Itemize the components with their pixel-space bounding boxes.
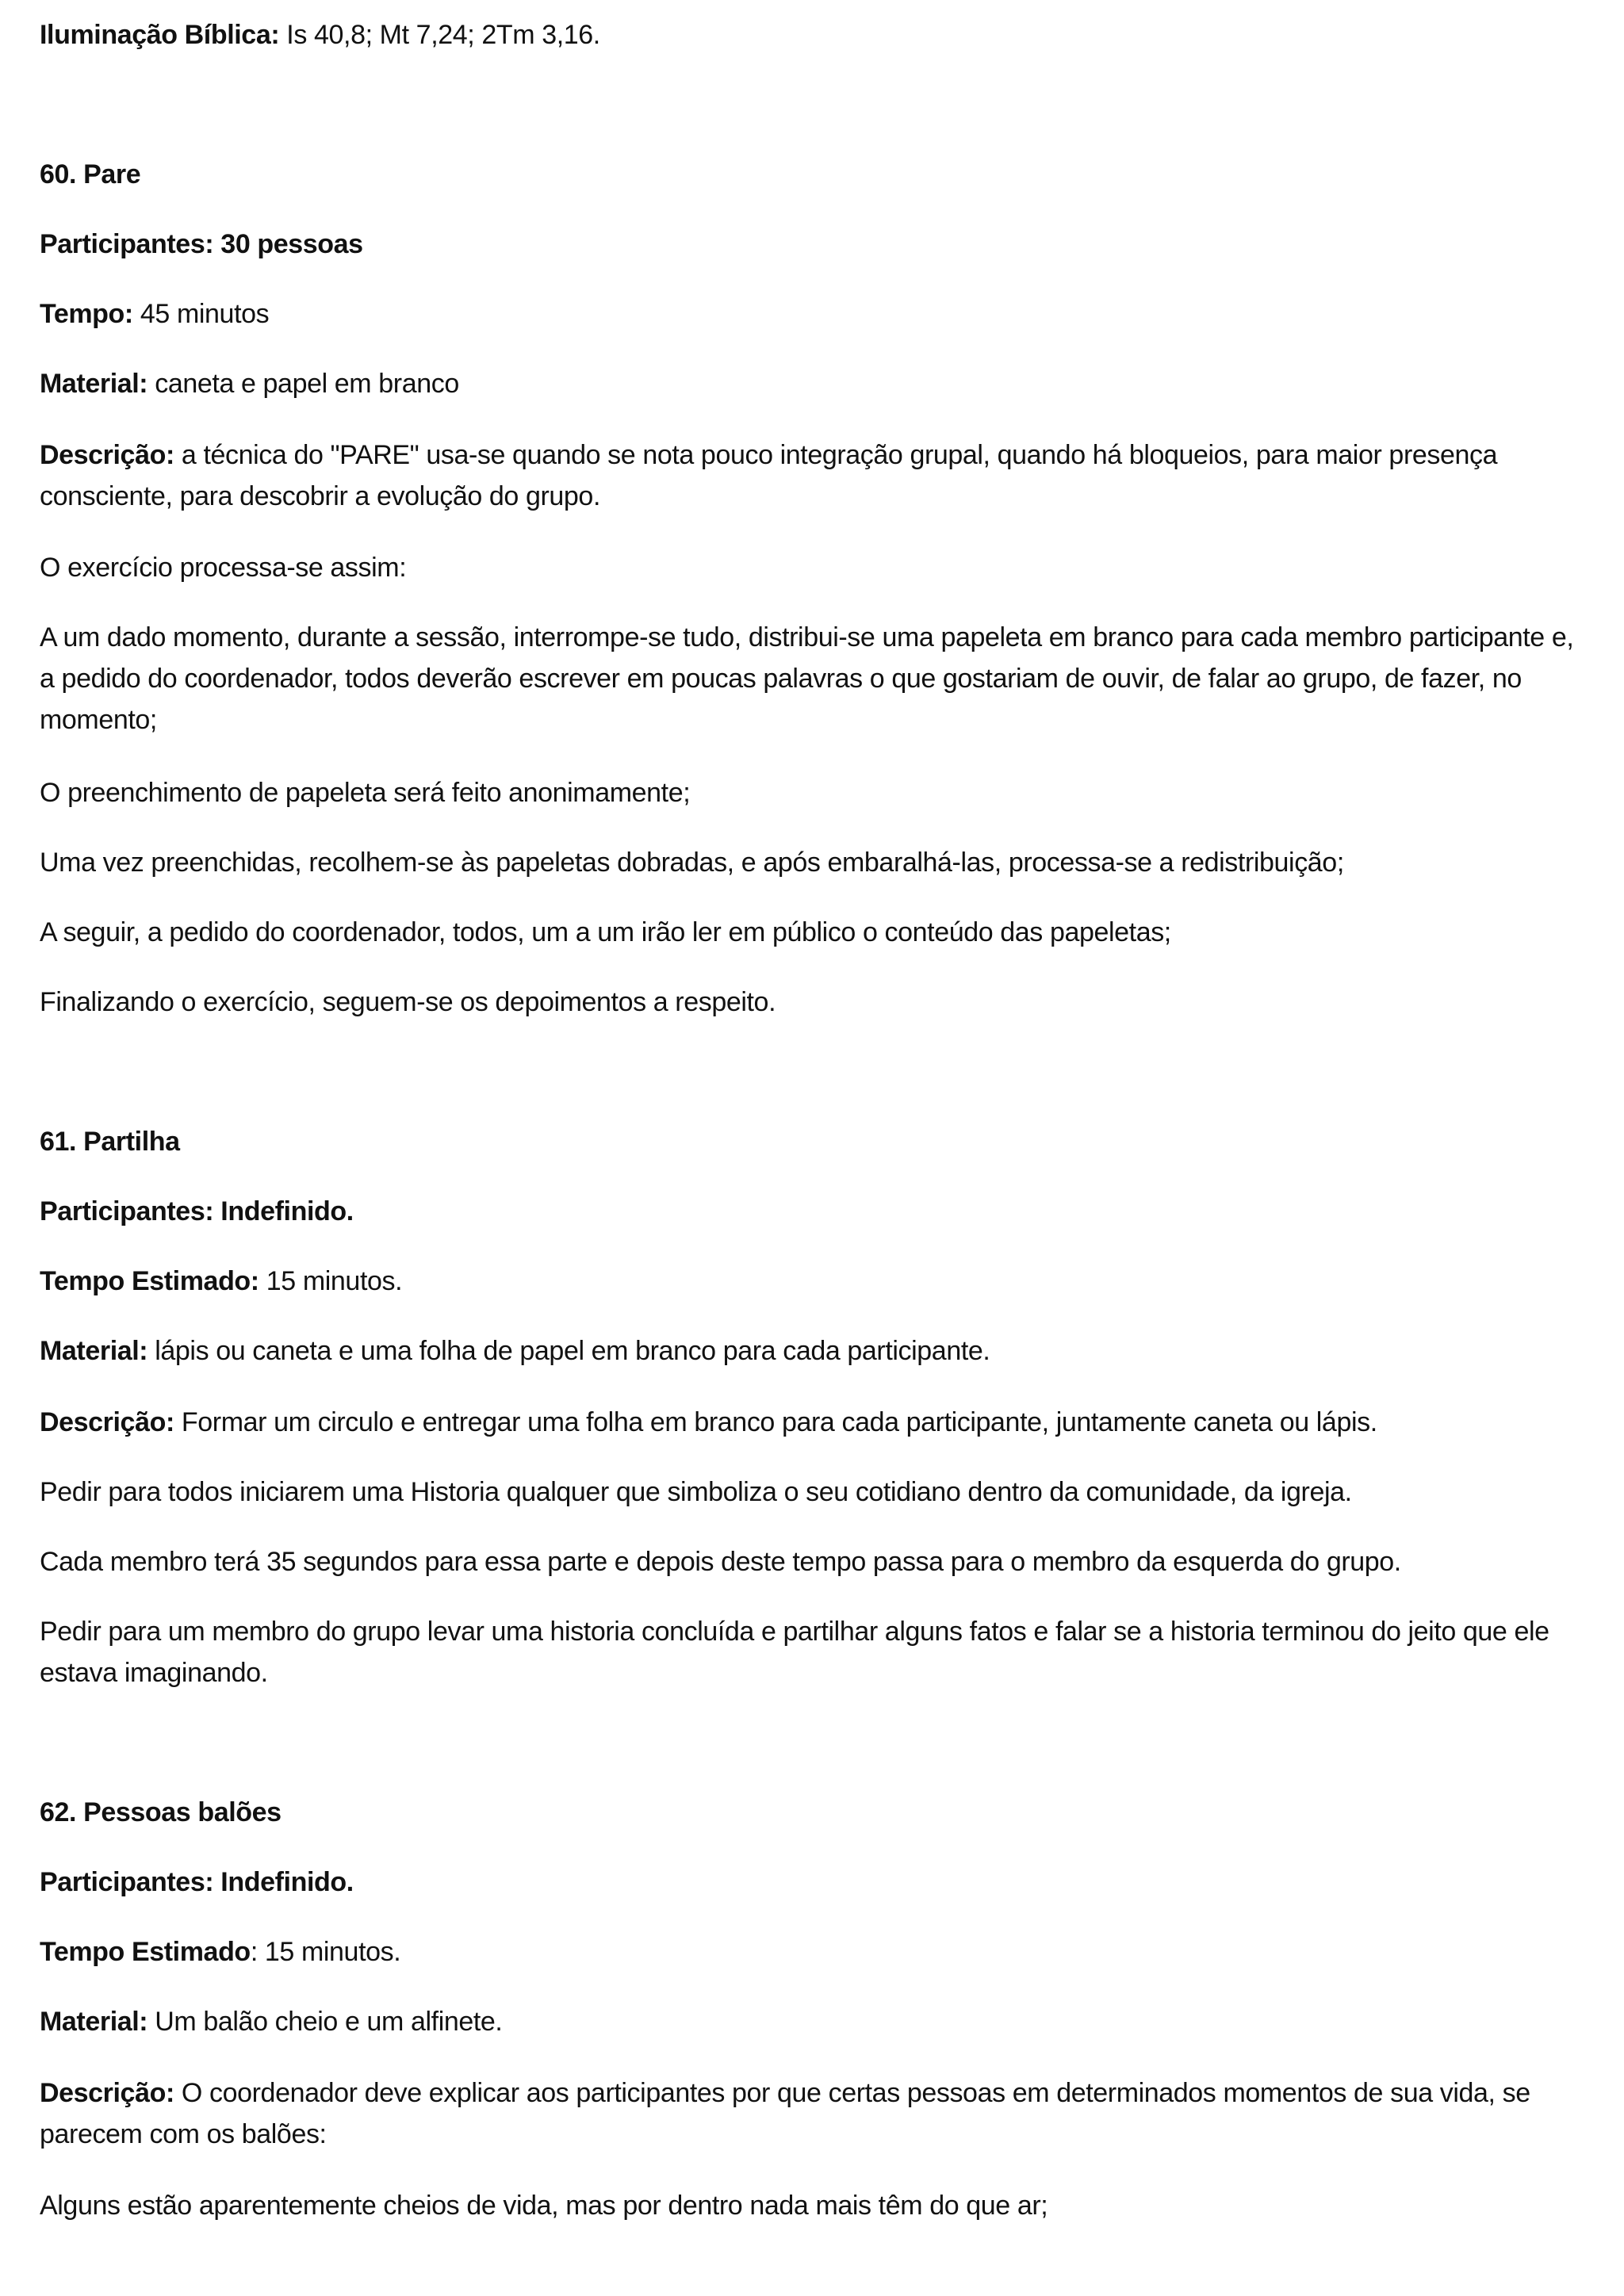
paragraph: Cada membro terá 35 segundos para essa parte e depois deste tempo passa para o membro da esquerda do grupo.	[40, 1547, 1401, 1577]
description-label: Descrição:	[40, 2078, 174, 2108]
time-value: 15 minutos.	[259, 1266, 403, 1296]
participants-value: Indefinido.	[213, 1196, 354, 1226]
description-paragraph	[40, 434, 1594, 517]
time-label: Tempo Estimado:	[40, 1266, 259, 1296]
time-line	[40, 1261, 402, 1302]
material-line	[40, 363, 459, 404]
paragraph: Pedir para todos iniciarem uma Historia qualquer que simboliza o seu cotidiano dentro da comunidade, da igreja.	[40, 1477, 1352, 1507]
description-paragraph	[40, 2072, 1594, 2155]
description-value: Formar um circulo e entregar uma folha em branco para cada participante, juntamente caneta ou lápis.	[174, 1407, 1377, 1437]
description-paragraph	[40, 1402, 1377, 1443]
description-value: a técnica do "PARE" usa-se quando se nota pouco integração grupal, quando há bloqueios, para maior presença consciente, para descobrir a evolução do grupo.	[40, 440, 1498, 511]
paragraph: Uma vez preenchidas, recolhem-se às papeletas dobradas, e após embaralhá-las, processa-se a redistribuição;	[40, 848, 1344, 878]
participants-line	[40, 224, 363, 265]
description-label: Descrição:	[40, 440, 174, 470]
material-line	[40, 1330, 990, 1372]
intro-text: Is 40,8; Mt 7,24; 2Tm 3,16.	[279, 20, 600, 50]
time-line	[40, 293, 269, 335]
participants-line	[40, 1862, 354, 1903]
section-title: 61. Partilha	[40, 1127, 180, 1157]
participants-label: Participantes:	[40, 229, 214, 259]
participants-label: Participantes:	[40, 1196, 214, 1226]
paragraph: A um dado momento, durante a sessão, interrompe-se tudo, distribui-se uma papeleta em branco para cada membro participante e, a pedido do coordenador, todos deverão escrever em poucas palavras o que gostariam de ouvir, de falar ao grupo, de fazer, no momento;	[40, 622, 1574, 735]
section-title: 62. Pessoas balões	[40, 1797, 282, 1827]
paragraph: Pedir para um membro do grupo levar uma historia concluída e partilhar alguns fatos e falar se a historia terminou do jeito que ele estava imaginando.	[40, 1617, 1549, 1688]
material-value: Um balão cheio e um alfinete.	[147, 2007, 503, 2037]
time-label: Tempo:	[40, 299, 133, 329]
time-label: Tempo Estimado	[40, 1937, 251, 1967]
paragraph: Finalizando o exercício, seguem-se os depoimentos a respeito.	[40, 987, 776, 1017]
intro-line	[40, 14, 600, 55]
paragraph: Alguns estão aparentemente cheios de vida, mas por dentro nada mais têm do que ar;	[40, 2191, 1048, 2221]
material-label: Material:	[40, 2007, 148, 2037]
material-value: caneta e papel em branco	[147, 369, 459, 399]
description-label: Descrição:	[40, 1407, 174, 1437]
material-label: Material:	[40, 369, 148, 399]
participants-label: Participantes:	[40, 1867, 214, 1897]
paragraph: O preenchimento de papeleta será feito anonimamente;	[40, 778, 691, 808]
paragraph: A seguir, a pedido do coordenador, todos, um a um irão ler em público o conteúdo das papeletas;	[40, 917, 1171, 947]
participants-value: Indefinido.	[213, 1867, 354, 1897]
participants-line	[40, 1191, 354, 1232]
time-line	[40, 1931, 400, 1973]
section-title: 60. Pare	[40, 159, 141, 189]
time-value: 45 minutos	[132, 299, 270, 329]
material-label: Material:	[40, 1336, 148, 1366]
material-value: lápis ou caneta e uma folha de papel em branco para cada participante.	[147, 1336, 990, 1366]
paragraph: O exercício processa-se assim:	[40, 553, 407, 583]
participants-value: 30 pessoas	[213, 229, 363, 259]
description-value: O coordenador deve explicar aos participantes por que certas pessoas em determinados momentos de sua vida, se parecem com os balões:	[40, 2078, 1530, 2149]
material-line	[40, 2001, 502, 2042]
intro-label: Iluminação Bíblica:	[40, 20, 280, 50]
time-value: : 15 minutos.	[250, 1937, 401, 1967]
